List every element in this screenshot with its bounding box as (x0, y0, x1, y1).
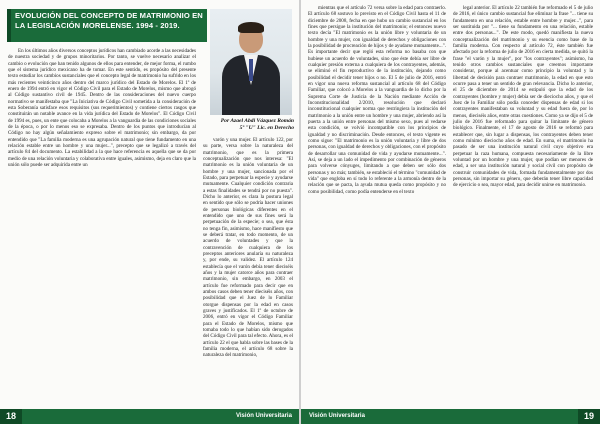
author-name: Por Azael Abdi Vázquez Román (220, 118, 294, 124)
author-course: 5º "U" Lic. en Derecho (239, 125, 294, 131)
left-publication-name: Visión Universitaria (236, 413, 292, 419)
left-column-2 (203, 137, 293, 407)
left-column-1 (8, 48, 196, 406)
article-title: EVOLUCIÓN DEL CONCEPTO DE MATRIMONIO EN LA LEGISLACIÓN MORELENSE. 1994 - 2019. (15, 11, 203, 30)
left-column-1-text: En los últimos años diversos conceptos jurídicos han cambiado acorde a las necesidades de nuestra sociedad y de grupos minoritarios. Por tanto, se vuelve necesario analizar el cambio o evolución que han tenido algunos de ellos para entender, de mejor forma, el rumbo que el sistema jurídico mexicano ha de tomar. En este sentido, es propósito del presente texto estudiar los cambios sustanciales que el concepto legal de matrimonio ha sufrido en los más recientes veinticinco años dentro del marco jurídico del Estado de Morelos. El 1º de enero de 1994 entró en vigor el Código Civil para el Estado de Morelos, mismo que abrogó al Código sustantivo civil de 1945. Dentro de las consideraciones del nuevo cuerpo normativo se manifestaba que "La Iniciativa de Código Civil sometida a la consideración de esta Soberanía satisface esos requisitos (sus requerimientos) y contiene ciertos rasgos que constituirán un notable avance en la vida jurídica del Estado de Morelos". El Código Civil de 1994 es, pues, un ente que colocaba a Morelos a la vanguardia de las condiciones sociales de la época, o por lo menos eso se expresaba. Dentro de los puntos que introducían al Código no hay algún señalamiento expreso sobre el matrimonio; sin embargo, da por entendido que "La familia moderna es una agrupación natural que tiene fundamento en una relación estable entre un hombre y una mujer...", precepto que se legalizó a través del artículo 84 del documento. La estabilidad a la que hace referencia es aquella que se da por medio de una relación voluntaria y colaborativa entre iguales, asimismo, deja en claro que la unión sólo puede ser adquirida entre un (8, 48, 196, 168)
right-column-1-text: mientras que el artículo 72 versa sobre la edad para contraerlo. El artículo 68 sostuvo lo previsto en el Código Civil hasta el 11 de diciembre de 2008, fecha en que hubo un cambio sustancial en los fines que persigue la institución del matrimonio; el entonces nuevo texto decía "El matrimonio es la unión libre y voluntaria de un hombre y una mujer, con igualdad de derechos y obligaciones con la posibilidad de procreación de hijos y de ayudarse mutuamente...". Es importante decir que regló esta reforma no basaba con que hubiese un acuerdo de voluntades, sino que éste debía ser libre de cualquier presión externa a cualquiera de los contrayentes, además, se eliminó el fin reproductivo de la institución, dejando como posibilidad el decidir tener hijos o no. El 5 de julio de 2016, entró en vigor una nueva reforma sustancial al artículo 68 del Código Familiar, que colocó a Morelos a la vanguardia de lo dicho por la Suprema Corte de Justicia de la Nación mediante Acción de Inconstitucionalidad 2/2010, resolución que declaró inconstitucional cualquier norma que restringiera la institución del matrimonio a la unión entre un hombre y una mujer, abriendo así la puerta a la unión entre personas del mismo sexo, pues al vedarse esta condición, se volvió incompatible con los principios de igualdad y no discriminación. Desde entonces, el texto vigente es como sigue: "El matrimonio es la unión voluntaria y libre de dos personas, con igualdad de derechos y obligaciones, con el propósito de desarrollar una comunidad de vida y ayudarse mutuamente...". Así, se deja a un lado el impedimento por combinación de géneros para volverse cónyuges, limitando a que deben ser sólo dos personas y no más; también, se estableció el término "comunidad de vida" que engloba en sí todo lo referente a la armonía dentro de la relación que se pacta, la ayuda mutua queda como propósito y no como posibilidad, como podía entenderse en el texto (308, 5, 446, 195)
left-page-number: 18 (0, 409, 22, 424)
left-footer (0, 409, 299, 424)
article-title-box (7, 9, 207, 42)
author-photo (210, 9, 292, 115)
right-column-2 (453, 5, 593, 407)
left-column-2-text: varón y una mujer. El artículo 122, por su parte, versa sobre la naturaleza del matrimonio, que es la primera conceptualización que nos interesa: "El matrimonio es la unión voluntaria de un hombre y una mujer, sancionada por el Estado, para perpetuar la especie y ayudarse mutuamente. Cualquier condición contraria a estas finalidades se tendrá por no puesta". Dicho lo anterior, es clara la postura legal en sentido que sólo se podría hacer uniones de personas biológicas diferentes en el entendido que uno de sus fines será la perpetuación de la especie; o sea, que ésta no tenga fin, asimismo, hace manifiesto que se deberá tratar, en todo momento, de un acuerdo de voluntades y que la contravención de cualquiera de los preceptos anteriores anularía su naturaleza y, por ende, su validez. El artículo 124 establecía que el varón debía tener dieciséis años y la mujer catorce años para contraer matrimonio, sin embargo, en 2003 el artículo fue reformado para decir que en ambos casos deben tener dieciséis años, con posibilidad que el Juez de lo Familiar otorgue dispensas por la edad en casos graves y justificados. El 1º de octubre de 2006, entró en vigor el Código Familiar para el Estado de Morelos, mismo que tomaba todo lo que habían sido derogados del Código Civil para tal efecto. Ahora, es el artículo 22 el que habla sobre las bases de la familia moderna, el artículo 68 sobre la naturaleza del matrimonio, (203, 137, 293, 359)
right-column-1 (308, 5, 446, 407)
author-hair (238, 22, 264, 33)
page-left (0, 0, 299, 424)
right-footer (301, 409, 600, 424)
right-publication-name: Visión Universitaria (309, 413, 365, 419)
author-caption (200, 118, 294, 132)
right-page-number: 19 (578, 409, 600, 424)
page-right (301, 0, 600, 424)
right-column-2-text: legal anterior. El artículo 22 también fue reformado el 5 de julio de 2016, el único cambio sustancial fue eliminar la frase "... tiene su fundamento en una relación, estable entre hombre y mujer...", para ser sustituida por "... tiene su fundamento en una relación, estable entre dos personas...". De este modo, quedó manifiesta la nueva conceptualización del matrimonio y su esencia como base de la familia moderna. Con respecto al artículo 72, éste también fue afectado por la reforma de julio de 2016 en cierta medida, se quitó la frase "el varón y la mujer", por "los contrayentes"; asimismo, ha tenido otros cambios sustanciales que creemos importante considerar, porque al acentuar como principio la voluntad y la libertad de decisión para contraer matrimonio, la edad en que esto ocurre pasa a tener un sentido de gran relevancia. Dicho lo anterior, el 25 de diciembre de 2014 se estipuló que la edad de los contrayentes (hombre y mujer) debía ser de dieciocho años, y que el Juez de lo Familiar sólo podía conceder dispensas de edad si los contrayentes manifestaban su voluntad y su edad fuera de, por lo menos, dieciséis años, entre otras cuestiones. Como ya se dijo el 5 de julio de 2016 fue reformado para quitar la limitante de género biológico. Finalmente, el 17 de agosto de 2016 se reformó para establecer que, sin lugar a dispensas, los contrayentes deben tener como mínimo dieciocho años de edad. En suma, el matrimonio ha pasado de ser una institución natural civil cuyo objetivo era perpetuar la raza humana, compuesta necesariamente de la libre voluntad por un hombre y una mujer, que podían ser menores de edad, a ser una institución natural y social civil con propósito de construir comunidades de vida, formada fundamentalmente por dos personas, sin importar su género, que deberán tener libre capacidad de ejercicio o sea, mayor edad, para decidir unirse en matrimonio. (453, 5, 593, 189)
author-tie (249, 59, 253, 81)
